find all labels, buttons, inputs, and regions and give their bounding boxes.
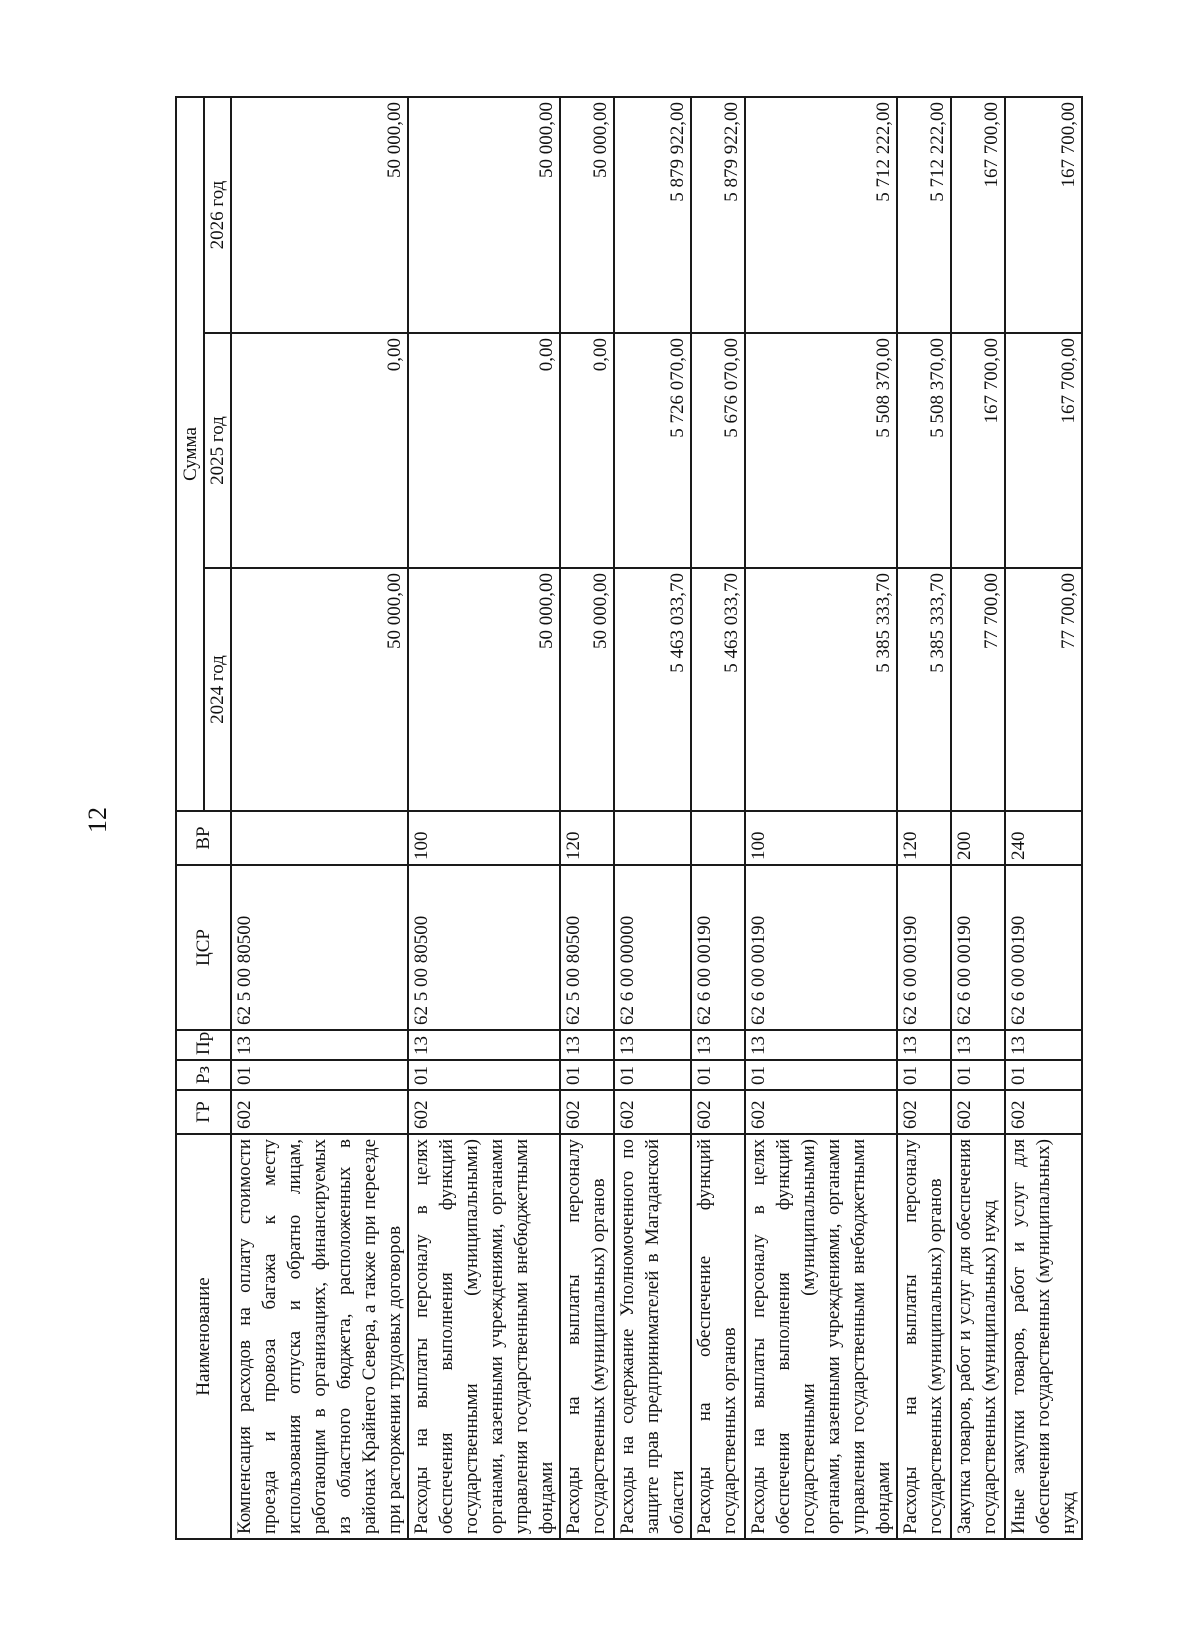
header-name: Наименование: [176, 1134, 231, 1539]
row-gr: 602: [231, 1090, 408, 1134]
rotated-table-container: [175, 98, 1079, 1540]
row-2024: 5 385 333,70: [897, 568, 951, 811]
row-2025: 0,00: [560, 333, 614, 568]
header-2025: 2025 год: [204, 333, 231, 568]
row-csr: 62 6 00 00000: [614, 865, 691, 1030]
row-gr: 602: [951, 1090, 1005, 1134]
header-2024: 2024 год: [204, 568, 231, 811]
row-vr: 120: [560, 811, 614, 865]
row-rz: 01: [1005, 1060, 1082, 1090]
row-rz: 01: [560, 1060, 614, 1090]
row-pr: 13: [1005, 1030, 1082, 1060]
row-2025: 167 700,00: [951, 333, 1005, 568]
row-rz: 01: [614, 1060, 691, 1090]
row-rz: 01: [745, 1060, 897, 1090]
row-2026: 167 700,00: [1005, 97, 1082, 333]
row-pr: 13: [691, 1030, 745, 1060]
row-csr: 62 6 00 00190: [897, 865, 951, 1030]
row-rz: 01: [951, 1060, 1005, 1090]
table-row: [691, 97, 745, 1539]
header-csr: ЦСР: [176, 865, 231, 1030]
row-vr: 240: [1005, 811, 1082, 865]
row-pr: 13: [560, 1030, 614, 1060]
row-gr: 602: [408, 1090, 560, 1134]
row-2025: 5 508 370,00: [897, 333, 951, 568]
row-name: Расходы на обеспечение функций государственных органов: [691, 1134, 745, 1539]
row-2025: 167 700,00: [1005, 333, 1082, 568]
header-rz: Рз: [176, 1060, 231, 1090]
header-gr: ГР: [176, 1090, 231, 1134]
row-rz: 01: [408, 1060, 560, 1090]
row-pr: 13: [231, 1030, 408, 1060]
header-pr: Пр: [176, 1030, 231, 1060]
row-vr: 100: [745, 811, 897, 865]
table-row: [897, 97, 951, 1539]
header-sum: Сумма: [176, 97, 204, 811]
row-csr: 62 5 00 80500: [408, 865, 560, 1030]
row-vr: 120: [897, 811, 951, 865]
row-2025: 5 508 370,00: [745, 333, 897, 568]
row-vr: [231, 811, 408, 865]
row-name: Закупка товаров, работ и услуг для обеспечения государственных (муниципальных) нужд: [951, 1134, 1005, 1539]
row-2024: 77 700,00: [1005, 568, 1082, 811]
row-2026: 5 712 222,00: [745, 97, 897, 333]
row-2024: 50 000,00: [560, 568, 614, 811]
row-csr: 62 5 00 80500: [560, 865, 614, 1030]
row-name: Иные закупки товаров, работ и услуг для обеспечения государственных (муниципальных) нужд: [1005, 1134, 1082, 1539]
row-2026: 167 700,00: [951, 97, 1005, 333]
row-2025: 5 726 070,00: [614, 333, 691, 568]
table-row: [560, 97, 614, 1539]
row-pr: 13: [897, 1030, 951, 1060]
row-vr: [614, 811, 691, 865]
row-gr: 602: [560, 1090, 614, 1134]
table-row: [408, 97, 560, 1539]
row-name: Компенсация расходов на оплату стоимости проезда и провоза багажа к месту использования отпуска и обратно лицам, работающим в организациях, финансируемых из областного бюджета, расположенных в районах Крайнего Севера, а также при переезде при расторжении трудовых договоров: [231, 1134, 408, 1539]
row-csr: 62 5 00 80500: [231, 865, 408, 1030]
row-2026: 50 000,00: [231, 97, 408, 333]
row-2026: 5 879 922,00: [691, 97, 745, 333]
row-name: Расходы на выплаты персоналу государственных (муниципальных) органов: [897, 1134, 951, 1539]
budget-table: [175, 96, 1083, 1540]
row-2024: 50 000,00: [231, 568, 408, 811]
row-pr: 13: [745, 1030, 897, 1060]
row-gr: 602: [897, 1090, 951, 1134]
row-2024: 5 463 033,70: [614, 568, 691, 811]
row-2024: 5 463 033,70: [691, 568, 745, 811]
row-2026: 5 879 922,00: [614, 97, 691, 333]
row-2024: 50 000,00: [408, 568, 560, 811]
row-pr: 13: [614, 1030, 691, 1060]
row-vr: 100: [408, 811, 560, 865]
row-csr: 62 6 00 00190: [691, 865, 745, 1030]
row-vr: 200: [951, 811, 1005, 865]
row-gr: 602: [691, 1090, 745, 1134]
row-name: Расходы на выплаты персоналу государственных (муниципальных) органов: [560, 1134, 614, 1539]
row-vr: [691, 811, 745, 865]
page-number: 12: [83, 807, 112, 833]
header-2026: 2026 год: [204, 97, 231, 333]
row-2026: 5 712 222,00: [897, 97, 951, 333]
row-csr: 62 6 00 00190: [745, 865, 897, 1030]
row-2026: 50 000,00: [408, 97, 560, 333]
row-2024: 5 385 333,70: [745, 568, 897, 811]
row-2024: 77 700,00: [951, 568, 1005, 811]
row-pr: 13: [408, 1030, 560, 1060]
row-name: Расходы на выплаты персоналу в целях обеспечения выполнения функций государственными (муниципальными) органами, казенными учреждениями, органами управления государственными внебюджетными фондами: [408, 1134, 560, 1539]
row-2026: 50 000,00: [560, 97, 614, 333]
row-rz: 01: [691, 1060, 745, 1090]
table-row: [1005, 97, 1082, 1539]
row-2025: 0,00: [231, 333, 408, 568]
row-name: Расходы на выплаты персоналу в целях обеспечения выполнения функций государственными (муниципальными) органами, казенными учреждениями, органами управления государственными внебюджетными фондами: [745, 1134, 897, 1539]
row-pr: 13: [951, 1030, 1005, 1060]
row-rz: 01: [231, 1060, 408, 1090]
header-vr: ВР: [176, 811, 231, 865]
row-csr: 62 6 00 00190: [1005, 865, 1082, 1030]
table-row: [951, 97, 1005, 1539]
row-2025: 5 676 070,00: [691, 333, 745, 568]
table-row: [614, 97, 691, 1539]
row-2025: 0,00: [408, 333, 560, 568]
table-row: [745, 97, 897, 1539]
row-name: Расходы на содержание Уполномоченного по защите прав предпринимателей в Магаданской области: [614, 1134, 691, 1539]
row-rz: 01: [897, 1060, 951, 1090]
row-gr: 602: [614, 1090, 691, 1134]
row-csr: 62 6 00 00190: [951, 865, 1005, 1030]
row-gr: 602: [745, 1090, 897, 1134]
table-row: [231, 97, 408, 1539]
row-gr: 602: [1005, 1090, 1082, 1134]
